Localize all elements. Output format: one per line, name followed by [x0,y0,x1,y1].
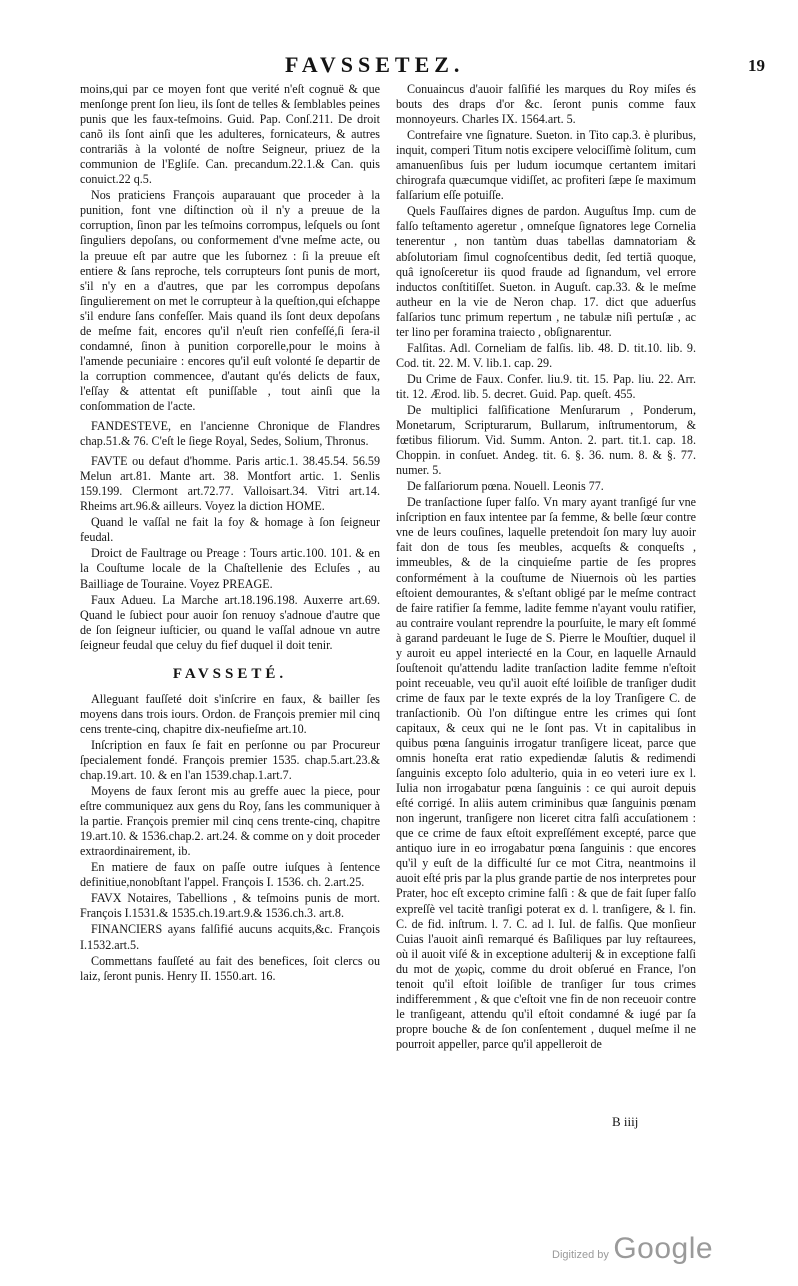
section-heading: FAVSSETÉ. [172,665,288,682]
running-title: FAVSSETEZ. [285,52,465,77]
paragraph: Commettans fauſſeté au fait des benefices, ſoit clercs ou laiz, ſeront punis. Henry II. 1550.art. 16. [80,953,380,983]
paragraph: Falſitas. Adl. Corneliam de falſis. lib. 48. D. tit.10. lib. 9. Cod. tit. 22. M. V. lib.1. cap. 29. [396,340,696,370]
page-header [0,52,798,82]
paragraph: Quels Fauſſaires dignes de pardon. Auguſtus Imp. cum de falſo teſtamento ageretur , omneſque ſignatores lege Cornelia tenerentur , non tantùm duas tabellas damnatoriam & abſolutoriam ſimul cognoſcentibus dedit, ſed tertiã quoque, quâ ignoſceretur iis quod fraude ad ſignandum, vel errore inductos conſtitiſſet. Sueton. in Auguſt. cap.33. & le meſme autheur en la vie de Neron chap. 17. dict que aduerſus falſarios tunc primum repertum , ne tabulæ niſi pertuſæ , ac ter lino per foramina traiecto , obſignarentur. [396,204,696,339]
paragraph: Conuaincus d'auoir falſifié les marques du Roy miſes és bouts des draps d'or &c. ſeront punis comme faux monnoyeurs. Charles IX. 1564.art. 5. [396,82,696,127]
paragraph: FANDESTEVE, en l'ancienne Chronique de Flandres chap.51.& 76. C'eſt le ſiege Royal, Sedes, Solium, Thronus. [80,419,380,449]
right-column [396,82,696,1053]
paragraph: FAVX Notaires, Tabellions , & teſmoins punis de mort. François I.1531.& 1535.ch.19.art.9.& 1536.ch.3. art.8. [80,891,380,921]
paragraph: FINANCIERS ayans falſifié aucuns acquits,&c. François I.1532.art.5. [80,922,380,952]
paragraph: Alleguant fauſſeté doit s'inſcrire en faux, & bailler ſes moyens dans trois iours. Ordon. de François premier mil cinq cens trente-cinq, chapitre dix-neufieſme art.10. [80,691,380,736]
paragraph: En matiere de faux on paſſe outre iuſques à ſentence definitiue,nonobſtant l'appel. François I. 1536. ch. 2.art.25. [80,860,380,890]
paragraph: Moyens de faux ſeront mis au greffe auec la piece, pour eſtre communiquez aux gens du Roy, ſans les communiquer à la partie. François premier mil cinq cens trente-cinq, chapitre 19.art.10. & 1536.chap.2. art.24. & comme on y doit proceder extraordinairement, ib. [80,784,380,859]
signature-mark: B iiij [612,1114,639,1129]
digitization-watermark [552,1232,713,1266]
paragraph: Faux Adueu. La Marche art.18.196.198. Auxerre art.69. Quand le ſubiect pour auoir ſon renuoy s'adnoue d'autre que de ſon ſeigneur iuſticier, ou quand le vaſſal adnoue vn autre ſeigneur feudal que celuy du fief duquel il doit tenir. [80,592,380,652]
google-logo: Google [613,1232,714,1265]
paragraph: Inſcription en faux ſe fait en perſonne ou par Procureur ſpecialement fondé. François premier 1535. chap.5.art.23.& chap.19.art. 10. & en l'an 1539.chap.1.art.7. [80,737,380,783]
paragraph: Du Crime de Faux. Confer. liu.9. tit. 15. Pap. liu. 22. Arr. tit. 12. Ærod. lib. 5. decret. Guid. Pap. queſt. 455. [396,371,696,401]
paragraph: De multiplici falſificatione Menſurarum , Ponderum, Monetarum, Scripturarum, Bullarum, inſtrumentorum, & fœtibus filiorum. Vid. Summ. Anton. 2. part. tit.1. cap. 18. Choppin. in conſuet. Andeg. tit. 6. §. 36. num. 8. & §. 77. numer. 5. [396,402,696,478]
left-column [80,82,380,985]
paragraph: De falſariorum pœna. Nouell. Leonis 77. [407,479,604,494]
paragraph: De tranſactione ſuper falſo. Vn mary ayant tranſigé ſur vne inſcription en faux intentee par ſa femme, & belle ſœur contre vne de leurs couſines, laquelle pretendoit ſon mary luy auoir fait don de tous ſes meubles, acqueſts & conqueſts , immeubles, & de la cinquieſme partie de ſes propres conformément à la couſtume de Niuernois où les parties eſtoient demourantes, & s'eſtant obligé par le meſme contract de faire ratifier ſa femme, ladite femme n'ayant voulu ratifier, au contraire voulant reprendre la pourſuite, le mary eſt ſommé à garand pardeuant le Iuge de S. Pierre le Mouſtier, duquel il y auroit eu appel interiecté en la Cour, en laquelle Arnauld ſouſtenoit qu'attendu ladite tranſaction ladite femme n'eſtoit point receuable, veu qu'il auoit eſté loiſible de tranſiger dudit crime de faux par le texte exprés de la loy Tranſigere C. de tranſactionib. Où l'on diſtingue entre les crimes qui ſont capitaux, & ceux qui ne le ſont pas. Vt in capitalibus in quibus pœna ſanguinis irrogatur tranſigere liceat, parce que omnis honeſta erat ratio expediendæ ſalutis & redimendi ſanguinis excepto ſolo adulterio, quia in eo veteri iure ex l. Iulia non irrogabatur pœna ſanguinis : ce qui auroit depuis eſté corrigé. In aliis autem criminibus quæ ſanguinis pœnam non ingerunt, tranſigere non liceret citra falſi accuſationem : que ce crime de faux eſtoit expreſſément excepté, parce que antiquo iure in eo irrogabatur pœna ſanguinis : que encores qu'il y euſt de la difficulté ſur ce mot Citra, neantmoins il auoit eſté pris par la plus grande partie de nos interpretes pour Prater, hoc eſt excepto crimine falſi : & que de fait ſuper falſo expreſſè vel tacitè tranſigi poterat ex d. l. tranſigere, & l. fin. C. de fid. inſtrum. l. 7. C. ad l. Iul. de falſis. Que monſieur Cuias l'auoit ainſi remarqué és Baſiliques par luy reſtaurees, où il auoit viſé & in exceptione adulterij & in exceptione falſi du mot de χωρὶς, comme du droit obſerué en France, l'on tenoit qu'il eſtoit loiſible de tranſiger ſur tous crimes indifferemment , & que c'eſtoit vne fin de non receuoir contre le tranſigeant, attendu qu'il eſtoit condamné & iugé par ſa propre bouche & de ſon conſentement , duquel meſme il ne pourroit appeller, parce qu'il appelleroit de [396,495,696,1051]
paragraph: Nos praticiens François auparauant que proceder à la punition, font vne diſtinction où il n'y a preuue de la corruption, ſinon par les teſmoins corrompus, leſquels ou ſont ſinguliers depoſans, ou conformement d'vne meſme acte, ou la preuue eſt par autre que les ſubornez : ſi la preuue eſt entiere & ſans reproche, tels corrupteurs ſont punis de mort, s'il n'y en a d'autres, que par les corrompus depoſans ſingulierement on met le corrupteur à la queſtion,qui eſchappe s'il endure ſans confeſſer. Mais quand ils ſont deux depoſans de meſme fait, encores qu'il n'euſt rien confeſſé,ſi ſera-il condamné, ſinon à punition corporelle,pour le moins à l'amende pecuniaire : encores qu'il euſt volonté ſe departir de la corruption commencee, d'autant qu'és delicts de faux, l'eſſay & attentat eſt puniſſable , tout ainſi que la conſommation de l'acte. [80,188,380,413]
paragraph: Quand le vaſſal ne fait la foy & homage à ſon ſeigneur feudal. [80,515,380,545]
watermark-prefix: Digitized by [552,1249,609,1261]
paragraph: FAVTE ou defaut d'homme. Paris artic.1. 38.45.54. 56.59 Melun art.81. Mante art. 38. Montfort artic. 1. Senlis 159.199. Clermont art.72.77. Valloisart.34. Vitri art.14. Rheims art.96.& ailleurs. Voyez la diction HOME. [80,454,380,514]
page-number: 19 [748,56,765,75]
paragraph: Contrefaire vne ſignature. Sueton. in Tito cap.3. è pluribus, inquit, comperi Titum notis excipere velociſſimè ſolitum, cum amanuenſibus ſuis per ludum iocumque certantem imitari chirografa quæcumque vidiſſet, ac profiteri ſæpe ſe maximum falſarium eſſe potuiſſe. [396,128,696,203]
paragraph: moins,qui par ce moyen font que verité n'eſt cognuë & que menſonge prent ſon lieu, ils ſont de telles & ſemblables peines punis que les faux-teſmoins. Guid. Pap. Conſ.211. De droit canõ ils ſont ainſi que les adulteres, fornicateurs, & autres contrariãs à la volonté de noſtre Seigneur, priuez de la communion de l'Egliſe. Can. precandum.22.1.& Can. quis conuict.22 q.5. [80,82,380,187]
paragraph: Droict de Faultrage ou Preage : Tours artic.100. 101. & en la Couſtume locale de la Chaſtellenie des Ecluſes , au Bailliage de Touraine. Voyez PREAGE. [80,546,380,591]
